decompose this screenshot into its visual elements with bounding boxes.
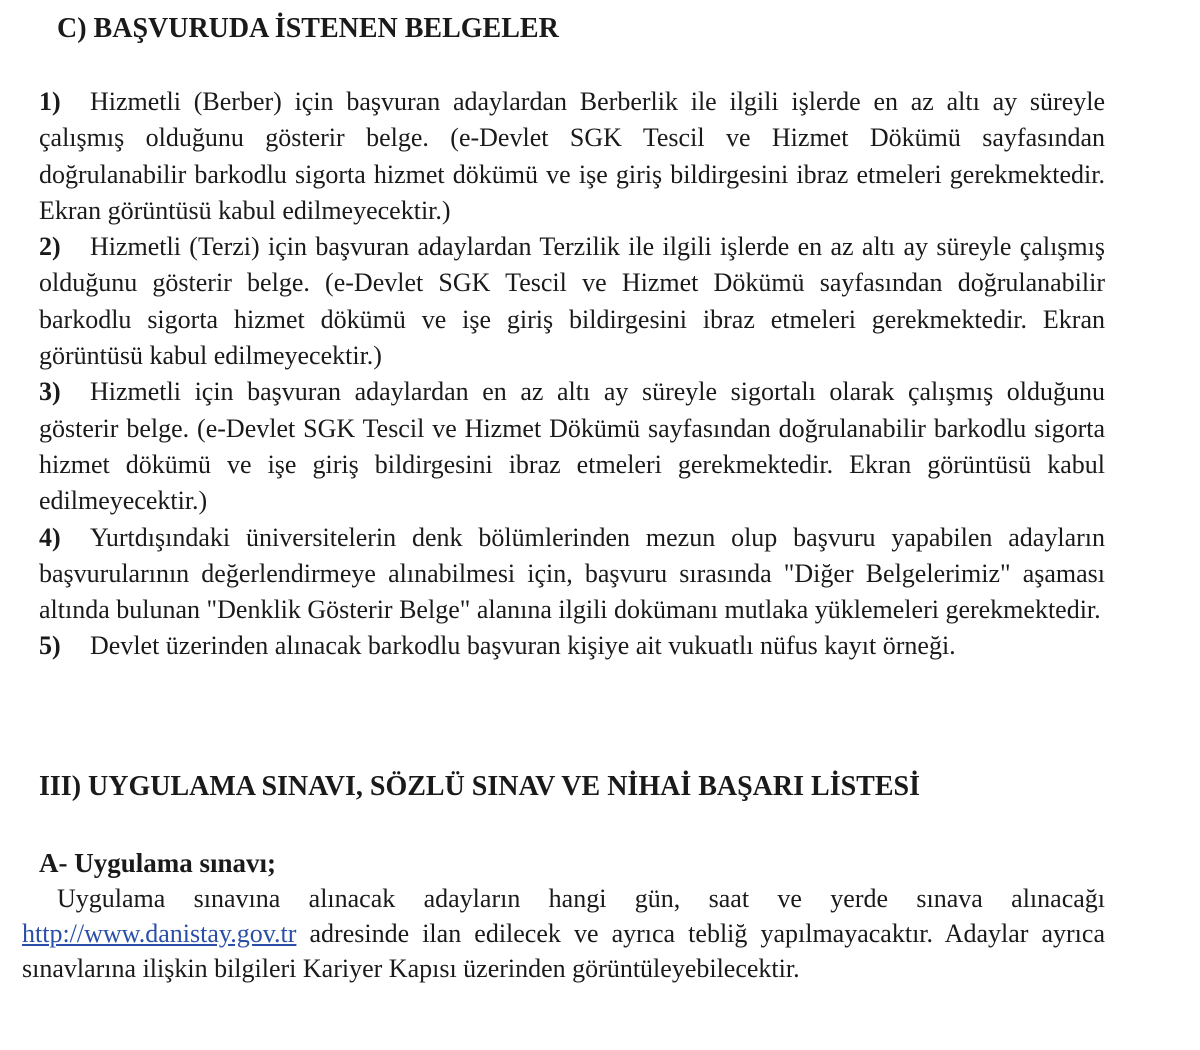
list-item xyxy=(39,84,1105,229)
item-text: Hizmetli için başvuran adaylardan en az altı ay süreyle sigortalı olarak çalışmış olduğunu gösterir belge. (e-Devlet SGK Tescil ve Hizmet Dökümü sayfasından doğrulanabilir barkodlu sigorta hizmet dökümü ve işe giriş bildirgesini ibraz etmeleri gerekmektedir. Ekran görüntüsü kabul edilmeyecektir.) xyxy=(39,377,1105,516)
danistay-link[interactable]: http://www.danistay.gov.tr xyxy=(22,919,297,948)
item-number: 1) xyxy=(39,87,61,116)
paragraph-text-end: adresinde ilan edilecek ve ayrıca tebliğ yapılmayacaktır. Adaylar ayrıca sınavlarına ilişkin bilgileri Kariyer Kapısı üzerinden görüntüleyebilecektir. xyxy=(22,919,1105,983)
list-item xyxy=(39,628,1105,664)
list-item xyxy=(39,374,1105,519)
item-text: Yurtdışındaki üniversitelerin denk bölümlerinden mezun olup başvuru yapabilen adayların başvurularının değerlendirmeye alınabilmesi için, başvuru sırasında "Diğer Belgelerimiz" aşaması altında bulunan "Denklik Gösterir Belge" alanına ilgili dokümanı mutlaka yüklemeleri gerekmektedir. xyxy=(39,522,1105,625)
paragraph-text-start: Uygulama sınavına alınacak adayların hangi gün, saat ve yerde sınava alınacağı xyxy=(57,884,1105,913)
required-documents-list xyxy=(39,84,1105,665)
item-number: 2) xyxy=(39,232,61,262)
item-text: Devlet üzerinden alınacak barkodlu başvuran kişiye ait vukuatlı nüfus kayıt örneği. xyxy=(90,631,956,661)
section-a-heading: A- Uygulama sınavı; xyxy=(39,848,277,878)
list-item xyxy=(39,229,1105,374)
item-number: 5) xyxy=(39,631,61,661)
section-c-heading: C) BAŞVURUDA İSTENEN BELGELER xyxy=(57,13,559,44)
section-iii-heading: III) UYGULAMA SINAVI, SÖZLÜ SINAV VE NİHAİ BAŞARI LİSTESİ xyxy=(39,771,920,802)
item-text: Hizmetli (Terzi) için başvuran adaylardan Terzilik ile ilgili işlerde en az altı ay süreyle çalışmış olduğunu gösterir belge. (e-Devlet SGK Tescil ve Hizmet Dökümü sayfasından doğrulanabilir barkodlu sigorta hizmet dökümü ve işe giriş bildirgesini ibraz etmeleri gerekmektedir. Ekran görüntüsü kabul edilmeyecektir.) xyxy=(39,232,1105,371)
item-text: Hizmetli (Berber) için başvuran adaylardan Berberlik ile ilgili işlerde en az altı ay süreyle çalışmış olduğunu gösterir belge. (e-Devlet SGK Tescil ve Hizmet Dökümü sayfasından doğrulanabilir barkodlu sigorta hizmet dökümü ve işe giriş bildirgesini ibraz etmeleri gerekmektedir. Ekran görüntüsü kabul edilmeyecektir.) xyxy=(39,87,1105,225)
item-number: 4) xyxy=(39,522,61,552)
item-number: 3) xyxy=(39,377,61,407)
list-item xyxy=(39,520,1105,629)
section-a-paragraph xyxy=(22,881,1105,986)
